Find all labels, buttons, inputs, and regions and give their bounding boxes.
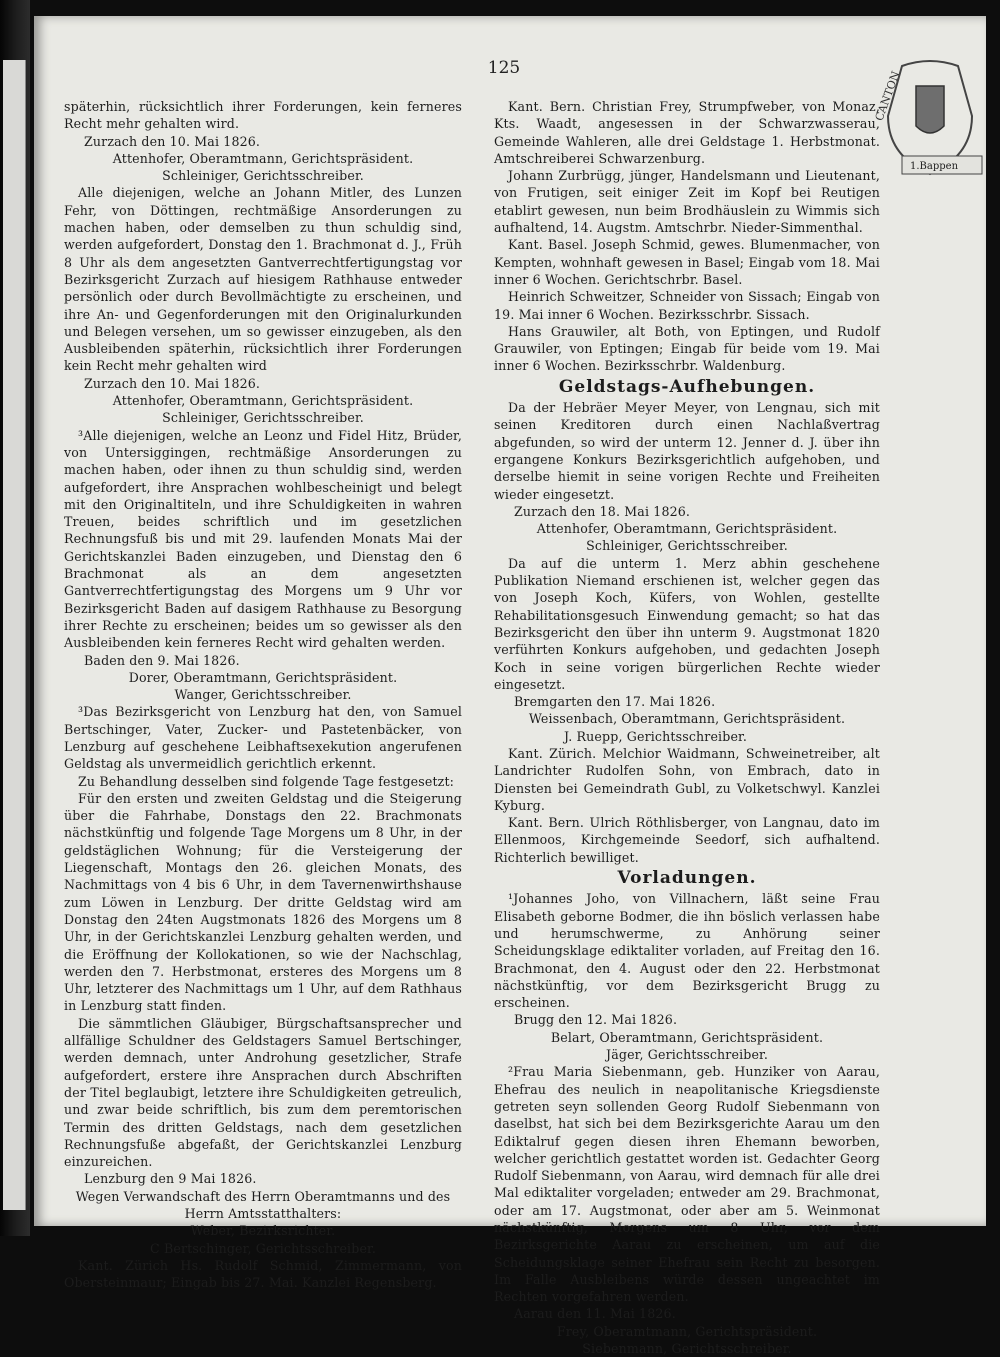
signature-line: C Bertschinger, Gerichtsschreiber.	[150, 1240, 376, 1256]
stamp-upper-text: CANTON	[872, 69, 903, 123]
signature-line: Weber, Bezirksrichter.	[190, 1223, 336, 1239]
paragraph: ³Das Bezirksgericht von Lenzburg hat den, von Samuel Bertschinger, Vater, Zucker- und Pastetenbäcker, von Lenzburg auf geschehene Leibhaftsexekution angerufenen Geldstag als unvermeidlich gerichtlich erkennt.	[64, 704, 462, 772]
dateline: Zurzach den 10. Mai 1826.	[84, 375, 261, 391]
signature-line: Weissenbach, Oberamtmann, Gerichtspräsident.	[528, 711, 846, 727]
dateline: Brugg den 12. Mai 1826.	[514, 1012, 678, 1028]
paragraph: Da auf die unterm 1. Merz abhin geschehene Publikation Niemand erschienen ist, welcher gegen das von Joseph Koch, Küfers, von Wohlen, gestellte Rehabilitationsgesuch Einwendung gemacht; so hat das Bezirksgericht den über ihn unterm 9. Augstmonat 1820 verführten Konkurs aufgehoben, und gedachten Joseph Koch in seine vorigen bürgerlichen Rechte wieder eingesetzt.	[494, 555, 880, 692]
signature-line: Jäger, Gerichtsschreiber.	[606, 1047, 768, 1063]
facing-page-edge	[3, 60, 26, 1210]
signature-line: Attenhofer, Oberamtmann, Gerichtspräsident.	[112, 150, 414, 166]
paragraph: Die sämmtlichen Gläubiger, Bürgschaftsansprecher und allfällige Schuldner des Geldstagers Samuel Bertschinger, werden demnach, unter Androhung gesetzlicher, Strafe aufgefordert, erstere ihre Ansprachen durch Abschriften der Titel beglaubigt, letztere ihre Schuldigkeiten getreulich, und zwar beide schriftlich, bis zum dem peremtorischen Termin des dritten Geldstags, nach dem gesetzlichen Rechnungsfuße abgefaßt, der Gerichtskanzlei Lenzburg einzureichen.	[64, 1015, 462, 1170]
signature-line: Dorer, Oberamtmann, Gerichtspräsident.	[128, 669, 398, 685]
signature-line: J. Ruepp, Gerichtsschreiber.	[564, 728, 747, 744]
paragraph: Da der Hebräer Meyer Meyer, von Lengnau, sich mit seinen Kreditoren durch einen Nachlaßvertrag abgefunden, so wird der unterm 12. Jenner d. J. über ihn ergangene Konkurs Bezirksgerichtlich aufgehoben, und derselbe hiemit in seine vorigen Rechte und Freiheiten wieder eingesetzt.	[494, 400, 880, 502]
dateline: Baden den 9. Mai 1826.	[84, 652, 240, 668]
paragraph: Kant. Zürich Hs. Rudolf Schmid, Zimmermann, von Obersteinmaur; Eingab bis 27. Mai. Kanzlei Regensberg.	[64, 1257, 462, 1291]
paragraph: Johann Zurbrügg, jünger, Handelsmann und Lieutenant, von Frutigen, seit einiger Zeit im Kopf bei Reutigen etablirt gewesen, nun beim Brodhäuslein zu Wimmis sich aufhaltend, 14. Augstm. Amtschrbr. Nieder-Simmenthal.	[494, 168, 880, 236]
signature-line: Attenhofer, Oberamtmann, Gerichtspräsident.	[112, 393, 414, 409]
section-heading: Geldstags-Aufhebungen.	[558, 376, 816, 397]
signature-line: Siebenmann, Gerichtsschreiber.	[582, 1341, 792, 1357]
page-number: 125	[487, 58, 521, 78]
right-column	[494, 98, 880, 1357]
signature-line: Belart, Oberamtmann, Gerichtspräsident.	[550, 1029, 824, 1045]
paragraph: Alle diejenigen, welche an Johann Mitler, des Lunzen Fehr, von Döttingen, rechtmäßige Ansorderungen zu machen haben, oder demselben zu thun schuldig sind, werden aufgefordert, Donstag den 1. Brachmonat d. J., Früh 8 Uhr als dem angesetzten Gantverrechtfertigungstag vor Bezirksgericht Zurzach auf hiesigem Rathhause entweder persönlich oder durch Bevollmächtigte zu erscheinen, und ihre An- und Gegenforderungen mit den Originalurkunden und Belegen versehen, um so gewisser einzugeben, als den Ausbleibenden späterhin, rücksichtlich ihrer Forderungen kein Recht mehr gehalten wird	[64, 185, 462, 374]
signature-line: Wegen Verwandschaft des Herrn Oberamtmanns und des Herrn Amtsstatthalters:	[75, 1188, 451, 1221]
paragraph: ³Alle diejenigen, welche an Leonz und Fidel Hitz, Brüder, von Untersiggingen, rechtmäßige Ansorderungen zu machen haben, oder ihnen zu thun schuldig sind, werden aufgefordert, ihre Ansprachen wohlbescheinigt und belegt mit den Originaltiteln, und ihre Schuldigkeiten in wahren Treuen, beides schriftlich und im gesetzlichen Rechnungsfuß bis und mit 29. laufenden Monats Mai der Gerichtskanzlei Baden einzugeben, und Dienstag den 6 Brachmonat als an dem angesetzten Gantverrechtfertigungstag des Morgens um 9 Uhr vor Bezirksgericht Baden auf dasigem Rathhause zu Besorgung ihrer Rechte zu erscheinen; beides um so gewisser als den Ausbleibenden kein ferneres Recht wird gehalten werden.	[64, 427, 462, 651]
signature-line: Schleiniger, Gerichtsschreiber.	[586, 538, 788, 554]
dateline: Aarau den 11. Mai 1826.	[514, 1306, 676, 1322]
paragraph: Kant. Zürich. Melchior Waidmann, Schweinetreiber, alt Landrichter Rudolfen Sohn, von Embrach, dato in Diensten bei Gemeindrath Gubl, zu Volketschwyl. Kanzlei Kyburg.	[494, 745, 880, 813]
signature-line: Schleiniger, Gerichtsschreiber.	[162, 410, 364, 426]
canton-stamp-icon	[872, 56, 988, 182]
dateline: Zurzach den 10. Mai 1826.	[84, 133, 261, 149]
signature-line: Frey, Oberamtmann, Gerichtspräsident.	[556, 1323, 818, 1339]
paragraph: Für den ersten und zweiten Geldstag und die Steigerung über die Fahrhabe, Donstags den 22. Brachmonats nächstkünftig und folgende Tage Morgens um 8 Uhr, in der geldstäglichen Wohnung; für die Versteigerung der Liegenschaft, Montags den 26. gleichen Monats, des Nachmittags von 4 bis 6 Uhr, in dem Tavernenwirthshause zum Löwen in Lenzburg. Der dritte Geldstag wird am Donstag den 24ten Augstmonats 1826 des Morgens um 8 Uhr, in der Gerichtskanzlei Lenzburg gehalten werden, und die Eröffnung der Kollokationen, so wie der Nachschlag, werden den 7. Herbstmonat, ersteres des Morgens um 8 Uhr, letzterer des Nachmittags um 1 Uhr, auf dem Rathhaus in Lenzburg statt finden.	[64, 790, 462, 1014]
newspaper-page	[34, 16, 986, 1357]
paragraph: Hans Grauwiler, alt Both, von Eptingen, und Rudolf Grauwiler, von Eptingen; Eingab für beide vom 19. Mai inner 6 Wochen. Bezirksschrbr. Waldenburg.	[494, 323, 880, 374]
paragraph: Zu Behandlung desselben sind folgende Tage festgesetzt:	[78, 773, 455, 789]
paragraph: ²Frau Maria Siebenmann, geb. Hunziker von Aarau, Ehefrau des neulich in neapolitanische Kriegsdienste getreten seyn sollenden Georg Rudolf Siebenmann von daselbst, hat sich bei dem Bezirksgerichte Aarau um den Ediktalruf gegen diesen ihren Ehemann beworben, welcher gerichtlich gestattet worden ist. Gedachter Georg Rudolf Siebenmann, von Aarau, wird demnach für alle drei Mal ediktaliter vorgeladen; entweder am 29. Brachmonat, oder am 17. Augstmonat, oder aber am 5. Weinmonat nächstkünftig, Morgens um 8 Uhr, vor dem Bezirksgerichte Aarau zu erscheinen, um auf die Scheidungsklage seiner Ehefrau sein Recht zu besorgen. Im Falle Ausbleibens würde dessen ungeachtet im Rechten vorgefahren werden.	[494, 1064, 880, 1305]
dateline: Bremgarten den 17. Mai 1826.	[514, 694, 716, 710]
paragraph: späterhin, rücksichtlich ihrer Forderungen, kein ferneres Recht mehr gehalten wird.	[64, 99, 462, 132]
paragraph: Kant. Basel. Joseph Schmid, gewes. Blumenmacher, von Kempten, wohnhaft gewesen in Basel; Eingab vom 18. Mai inner 6 Wochen. Gerichtschrbr. Basel.	[494, 237, 880, 287]
signature-line: Schleiniger, Gerichtsschreiber.	[162, 168, 364, 184]
dateline: Lenzburg den 9 Mai 1826.	[84, 1171, 257, 1187]
paragraph: Kant. Bern. Ulrich Röthlisberger, von Langnau, dato im Ellenmoos, Kirchgemeinde Seedorf, sich aufhaltend. Richterlich bewilliget.	[494, 815, 880, 865]
signature-line: Attenhofer, Oberamtmann, Gerichtspräsident.	[536, 521, 838, 537]
left-column	[64, 98, 462, 1291]
dateline: Zurzach den 18. Mai 1826.	[514, 503, 691, 519]
section-heading: Vorladungen.	[617, 868, 757, 889]
stamp-lower-text: 1.Bappen	[910, 161, 959, 172]
paragraph: Heinrich Schweitzer, Schneider von Sissach; Eingab von 19. Mai inner 6 Wochen. Bezirksschrbr. Sissach.	[494, 289, 880, 322]
signature-line: Wanger, Gerichtsschreiber.	[174, 687, 352, 703]
paragraph: ¹Johannes Joho, von Villnachern, läßt seine Frau Elisabeth geborne Bodmer, die ihn böslich verlassen habe und herumschwerme, zu Anhörung seiner Scheidungsklage ediktaliter vorladen, auf Freitag den 16. Brachmonat, den 4. August oder den 22. Herbstmonat nächstkünftig, vor dem Bezirksgericht Brugg zu erscheinen.	[494, 891, 880, 1011]
paragraph: Kant. Bern. Christian Frey, Strumpfweber, von Monaz, Kts. Waadt, angesessen in der Schwarzwasserau, Gemeinde Wahleren, alle drei Geldstage 1. Herbstmonat. Amtschreiberei Schwarzenburg.	[494, 99, 880, 166]
